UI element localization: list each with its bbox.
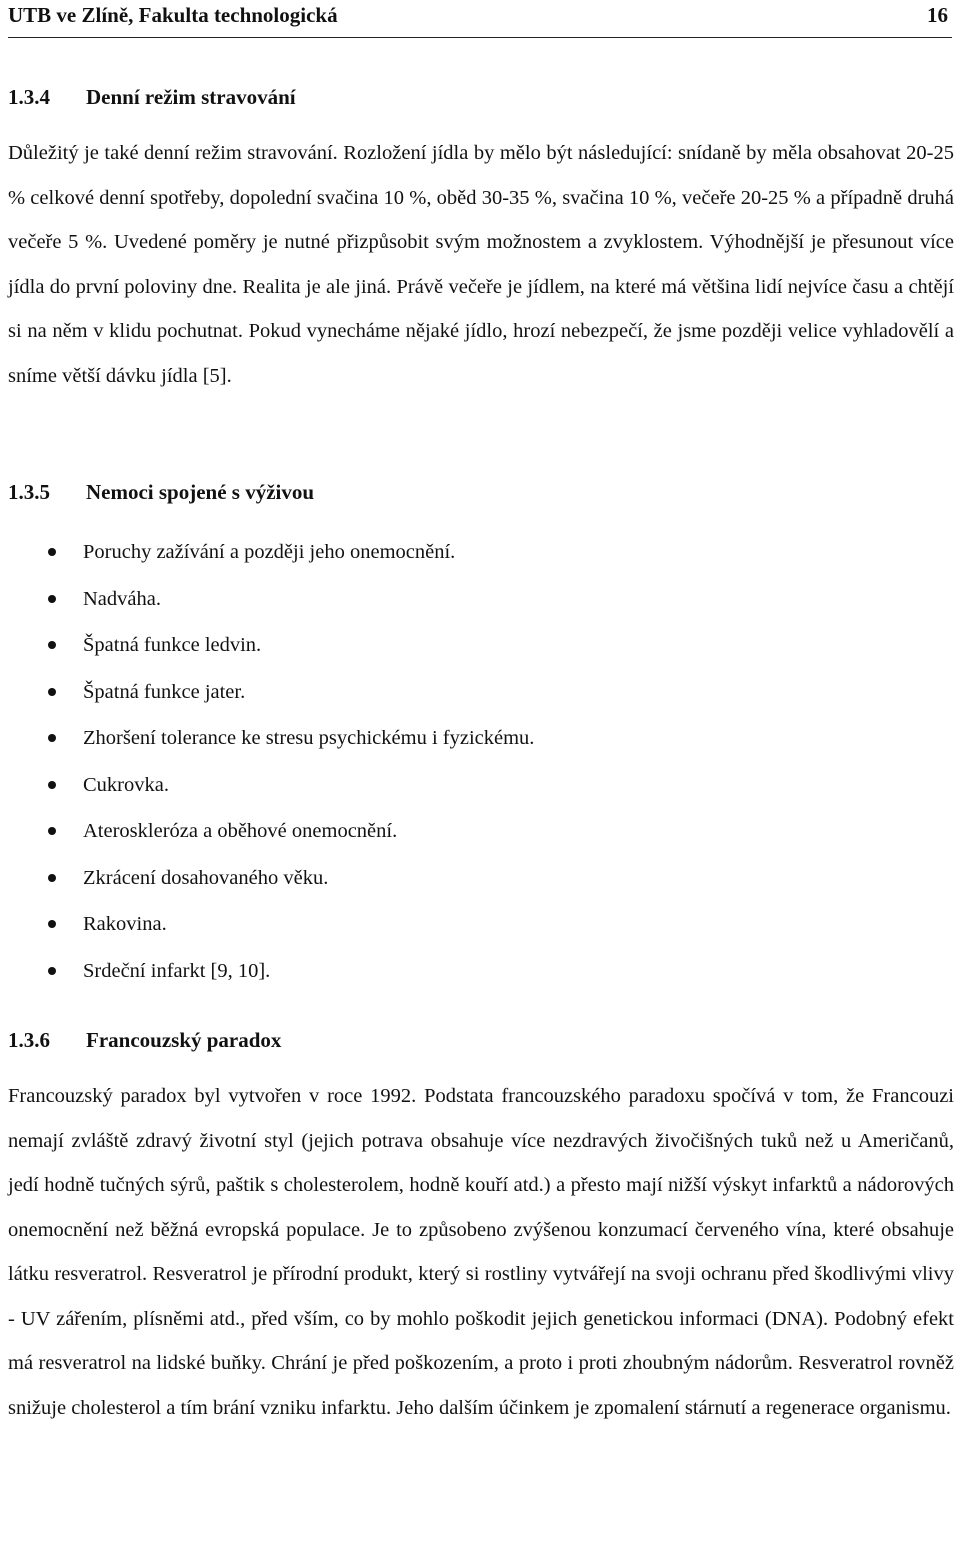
paragraph-meal-schedule: Důležitý je také denní režim stravování. Rozložení jídla by mělo být následující: snídaně by měla obsahovat 20-25 % celkové denní spotřeby, dopolední svačina 10 %, oběd 30-35 %, svačina 10 %, večeře 20-25 % a případně druhá večeře 5 %. Uvedené poměry je nutné přizpůsobit svým možnostem a zvyklostem. Výhodnější je přesunout více jídla do první poloviny dne. Realita je ale jiná. Právě večeře je jídlem, na které má většina lidí nejvíce času a chtějí si na něm v klidu pochutnat. Pokud vynecháme nějaké jídlo, hrozí nebezpečí, že jsme později velice vyhladovělí a sníme větší dávku jídla [5].: [8, 142, 954, 387]
list-item-text: Nadváha.: [83, 587, 161, 610]
bullet-icon: [48, 781, 56, 789]
list-item: [0, 811, 534, 858]
list-item: [0, 904, 534, 951]
list-item: [0, 765, 534, 812]
diseases-list: [0, 532, 534, 997]
header-title: UTB ve Zlíně, Fakulta technologická: [8, 3, 338, 27]
list-item-text: Špatná funkce jater.: [83, 680, 246, 703]
bullet-icon: [48, 548, 56, 556]
section-heading-1-3-5: [8, 477, 314, 507]
bullet-icon: [48, 967, 56, 975]
list-item-text: Zkrácení dosahovaného věku.: [83, 866, 329, 889]
list-item: [0, 858, 534, 905]
list-item-text: Zhoršení tolerance ke stresu psychickému i fyzickému.: [83, 727, 535, 749]
list-item: [0, 951, 534, 998]
page-header: [8, 0, 952, 38]
section-title: Francouzský paradox: [86, 1028, 282, 1052]
list-item-text: Cukrovka.: [83, 773, 169, 796]
bullet-icon: [48, 688, 56, 696]
list-item: [0, 579, 534, 626]
bullet-icon: [48, 827, 56, 835]
section-heading-1-3-4: [8, 82, 296, 112]
section-title: Nemoci spojené s výživou: [86, 480, 315, 504]
list-item-text: Špatná funkce ledvin.: [83, 634, 262, 656]
section-number: 1.3.5: [8, 480, 50, 504]
bullet-icon: [48, 874, 56, 882]
list-item: [0, 672, 534, 719]
paragraph-french-paradox: Francouzský paradox byl vytvořen v roce 1992. Podstata francouzského paradoxu spočívá v tom, že Francouzi nemají zvláště zdravý životní styl (jejich potrava obsahuje více nezdravých živočišných tuků než u Američanů, jedí hodně tučných sýrů, paštik s cholesterolem, hodně kouří atd.) a přesto mají nižší výskyt infarktů a nádorových onemocnění než běžná evropská populace. Je to způsobeno zvýšenou konzumací červeného vína, které obsahuje látku resveratrol. Resveratrol je přírodní produkt, který si rostliny vytvářejí na svoji ochranu před škodlivými vlivy - UV zářením, plísněmi atd., před vším, co by mohlo poškodit jejich genetickou informaci (DNA). Podobný efekt má resveratrol na lidské buňky. Chrání je před poškozením, a proto i proti zhoubným nádorům. Resveratrol rovněž snižuje cholesterol a tím brání vzniku infarktu. Jeho dalším účinkem je zpomalení stárnutí a regenerace organismu.: [8, 1085, 954, 1419]
list-item-text: Srdeční infarkt [9, 10].: [83, 959, 271, 982]
section-number: 1.3.6: [8, 1028, 50, 1052]
list-item-text: Poruchy zažívání a později jeho onemocnění.: [83, 541, 456, 563]
section-title: Denní režim stravování: [86, 85, 296, 109]
section-heading-1-3-6: [8, 1025, 281, 1055]
list-item: [0, 718, 534, 765]
section-number: 1.3.4: [8, 85, 50, 109]
page-number: 16: [927, 3, 948, 27]
list-item-text: Ateroskleróza a oběhové onemocnění.: [83, 820, 398, 842]
bullet-icon: [48, 595, 56, 603]
list-item: [0, 625, 534, 672]
bullet-icon: [48, 641, 56, 649]
list-item-text: Rakovina.: [83, 913, 167, 935]
bullet-icon: [48, 734, 56, 742]
list-item: [0, 532, 534, 579]
bullet-icon: [48, 920, 56, 928]
